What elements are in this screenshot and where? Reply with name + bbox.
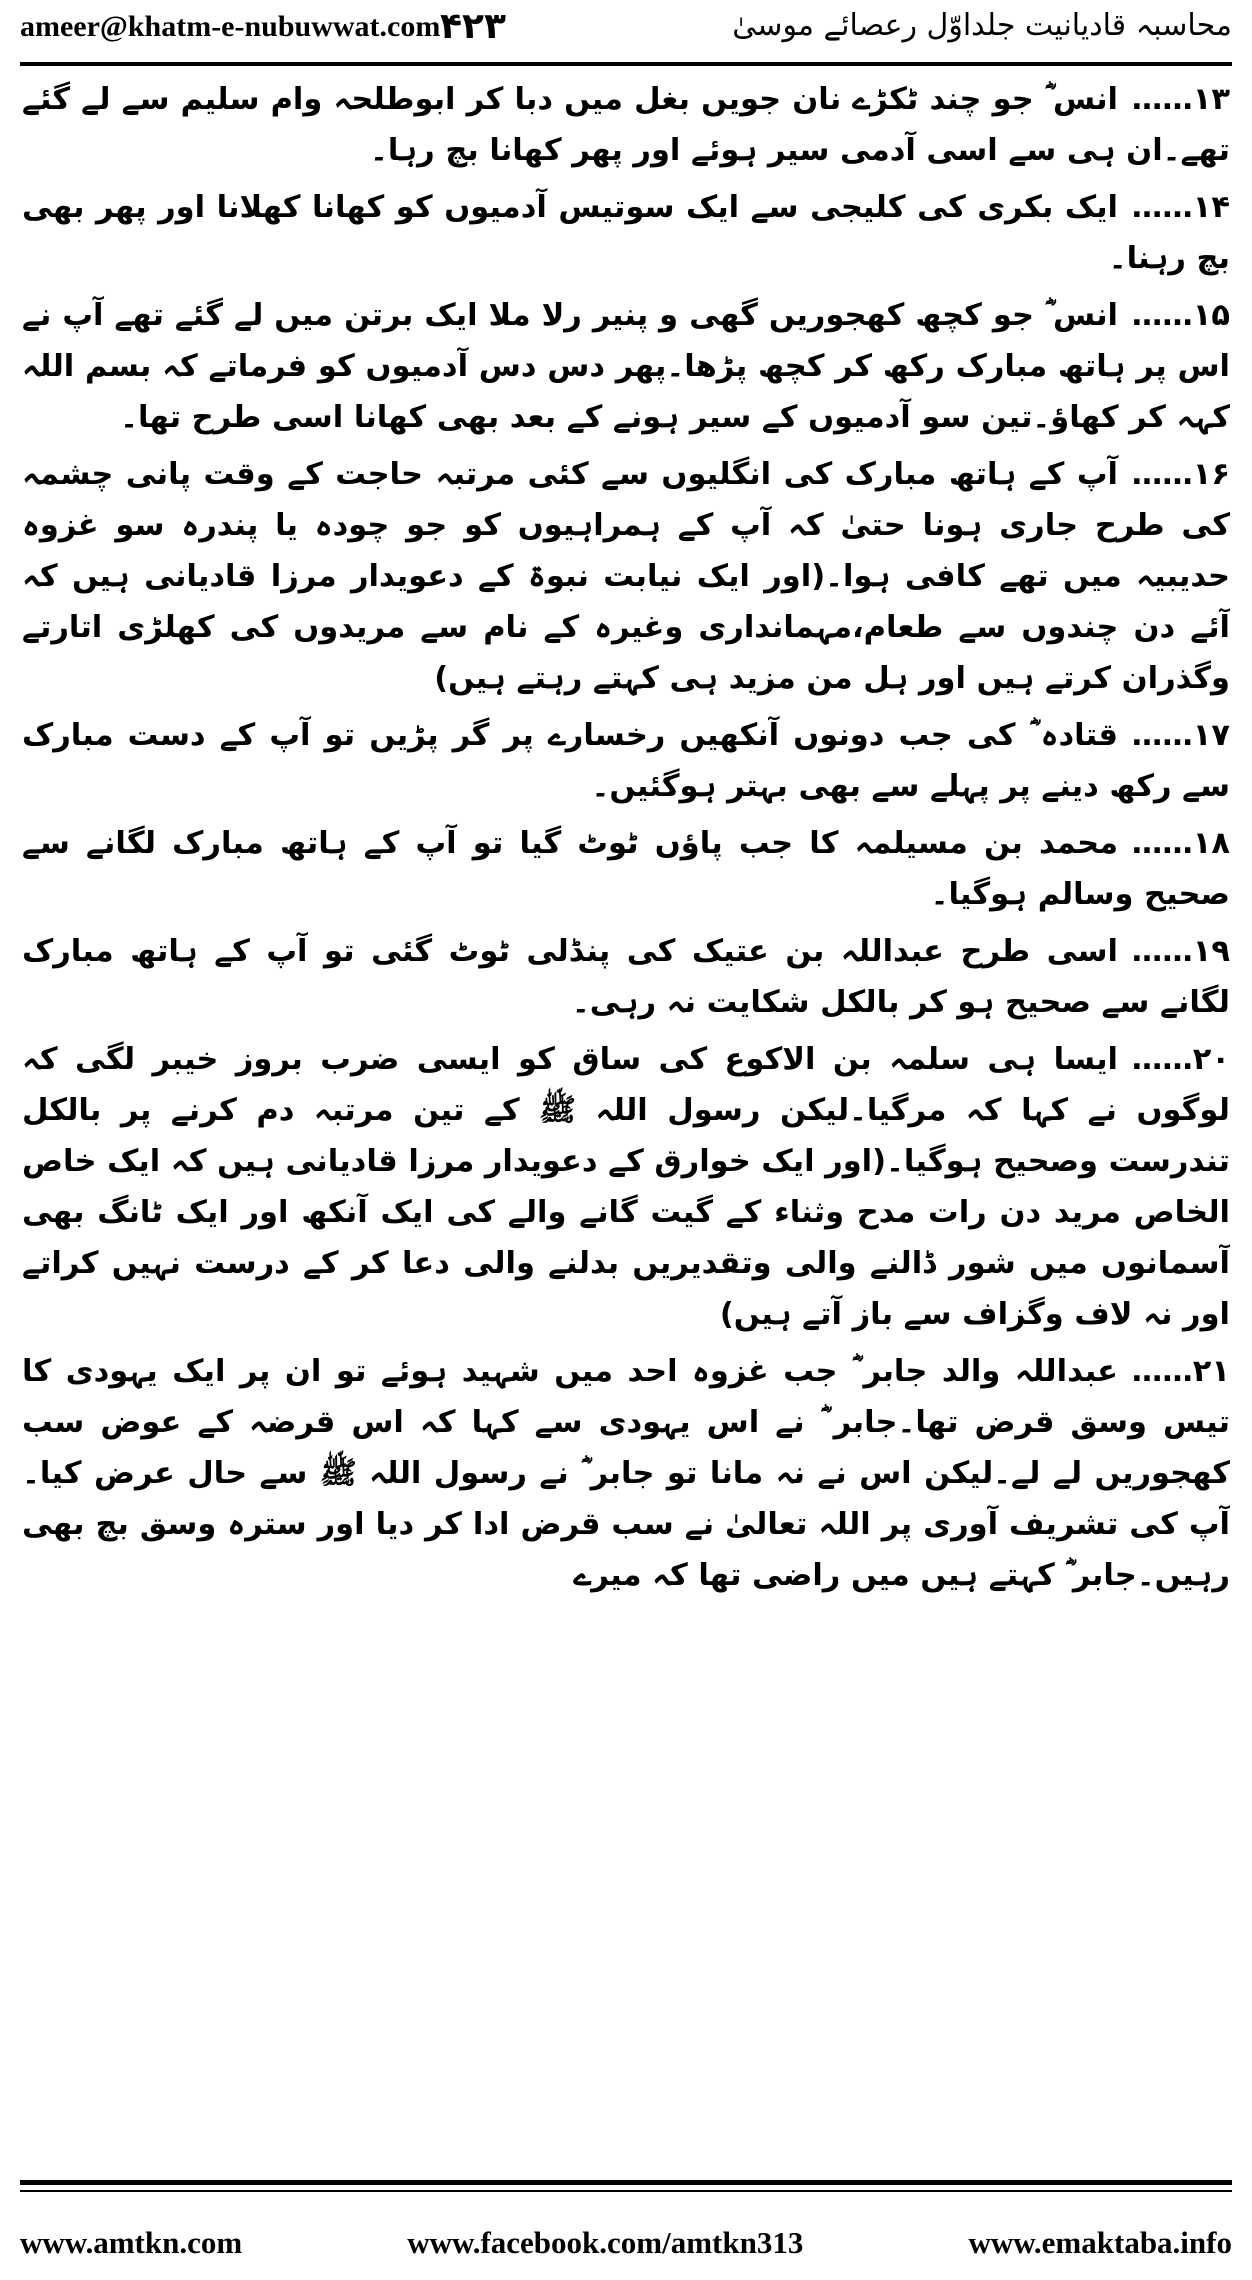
header-email[interactable]: ameer@khatm-e-nubuwwat.com <box>20 10 441 43</box>
footer-link-emaktaba[interactable]: www.emaktaba.info <box>968 2225 1232 2260</box>
header-rule <box>20 62 1232 66</box>
paragraph-number: ۱۴…… <box>1131 190 1230 225</box>
page-footer <box>20 2218 1232 2268</box>
paragraph-18 <box>22 818 1230 920</box>
paragraph-number: ۱۶…… <box>1131 457 1230 492</box>
page-number: ۴۲۳ <box>440 6 506 47</box>
paragraph-text: انس ؓ جو چند ٹکڑے نان جویں بغل میں دبا کر ابوطلحہ وام سلیم سے لے گئے تھے۔ان ہی سے اسی آدمی سیر ہوئے اور پھر کھانا بچ رہا۔ <box>22 82 1230 168</box>
page-header <box>20 6 1232 58</box>
paragraph-13 <box>22 74 1230 176</box>
footer-link-facebook[interactable]: www.facebook.com/amtkn313 <box>407 2225 804 2260</box>
paragraph-14 <box>22 182 1230 284</box>
running-title: محاسبہ قادیانیت جلداوّل رعصائے موسیٰ <box>732 8 1232 43</box>
paragraph-text: انس ؓ جو کچھ کھجوریں گھی و پنیر رلا ملا ایک برتن میں لے گئے تھے آپ نے اس پر ہاتھ مبارک رکھ کر کچھ پڑھا۔پھر دس دس آدمیوں کو فرماتے کہ بسم اللہ کہہ کر کھاؤ۔تین سو آدمیوں کے سیر ہونے کے بعد بھی کھانا اسی طرح تھا۔ <box>22 298 1230 435</box>
footer-link-amtkn[interactable]: www.amtkn.com <box>20 2225 243 2260</box>
paragraph-15 <box>22 290 1230 443</box>
page-body <box>22 74 1230 2159</box>
paragraph-number: ۲۱…… <box>1131 1354 1230 1389</box>
paragraph-16 <box>22 449 1230 704</box>
paragraph-number: ۱۸…… <box>1131 826 1230 861</box>
paragraph-text: اسی طرح عبداللہ بن عتیک کی پنڈلی ٹوٹ گئی تو آپ کے ہاتھ مبارک لگانے سے صحیح ہو کر بالکل شکایت نہ رہی۔ <box>22 934 1230 1020</box>
paragraph-text: ایک بکری کی کلیجی سے ایک سوتیس آدمیوں کو کھانا کھلانا اور پھر بھی بچ رہنا۔ <box>22 190 1230 276</box>
paragraph-text: ایسا ہی سلمہ بن الاکوع کی ساق کو ایسی ضرب بروز خیبر لگی کہ لوگوں نے کہا کہ مرگیا۔لیکن رسول اللہ ﷺ کے تین مرتبہ دم کرنے پر بالکل تندرست وصحیح ہوگیا۔(اور ایک خوارق کے دعویدار مرزا قادیانی ہیں کہ ایک خاص الخاص مرید دن رات مدح وثناء کے گیت گانے والے کی ایک آنکھ اور ایک ٹانگ بھی آسمانوں میں شور ڈالنے والی وتقدیریں بدلنے والی دعا کر کے درست نہیں کراتے اور نہ لاف وگزاف سے باز آتے ہیں) <box>22 1042 1230 1332</box>
paragraph-text: قتادہ ؓ کی جب دونوں آنکھیں رخسارے پر گر پڑیں تو آپ کے دست مبارک سے رکھ دینے پر پہلے سے بھی بہتر ہوگئیں۔ <box>22 718 1230 804</box>
footer-rule-thin <box>20 2190 1232 2192</box>
paragraph-number: ۲۰…… <box>1131 1042 1230 1077</box>
paragraph-19 <box>22 926 1230 1028</box>
paragraph-number: ۱۳…… <box>1131 82 1230 117</box>
paragraph-number: ۱۵…… <box>1131 298 1230 333</box>
paragraph-number: ۱۹…… <box>1131 934 1230 969</box>
paragraph-21 <box>22 1346 1230 1601</box>
paragraph-text: عبداللہ والد جابر ؓ جب غزوہ احد میں شہید ہوئے تو ان پر ایک یہودی کا تیس وسق قرض تھا۔جابر ؓ نے اس یہودی سے کہا کہ اس قرضہ کے عوض سب کھجوریں لے لے۔لیکن اس نے نہ مانا تو جابر ؓ نے رسول اللہ ﷺ سے حال عرض کیا۔آپ کی تشریف آوری پر اللہ تعالیٰ نے سب قرض ادا کر دیا اور سترہ وسق بچ بھی رہیں۔جابر ؓ کہتے ہیں میں راضی تھا کہ میرے <box>22 1354 1230 1593</box>
paragraph-20 <box>22 1034 1230 1340</box>
paragraph-number: ۱۷…… <box>1131 718 1230 753</box>
paragraph-text: محمد بن مسیلمہ کا جب پاؤں ٹوٹ گیا تو آپ کے ہاتھ مبارک لگانے سے صحیح وسالم ہوگیا۔ <box>22 826 1230 912</box>
footer-rule-thick <box>20 2180 1232 2185</box>
paragraph-text: آپ کے ہاتھ مبارک کی انگلیوں سے کئی مرتبہ حاجت کے وقت پانی چشمہ کی طرح جاری ہونا حتیٰ کہ آپ کے ہمراہیوں کو جو چودہ یا پندرہ سو غزوہ حدیبیہ میں تھے کافی ہوا۔(اور ایک نیابت نبوۃ کے دعویدار مرزا قادیانی ہیں کہ آئے دن چندوں سے طعام،مہمانداری وغیرہ کے نام سے مریدوں کی کھلڑی اتارتے وگذران کرتے ہیں اور ہل من مزید ہی کہتے رہتے ہیں) <box>22 457 1230 696</box>
paragraph-17 <box>22 710 1230 812</box>
